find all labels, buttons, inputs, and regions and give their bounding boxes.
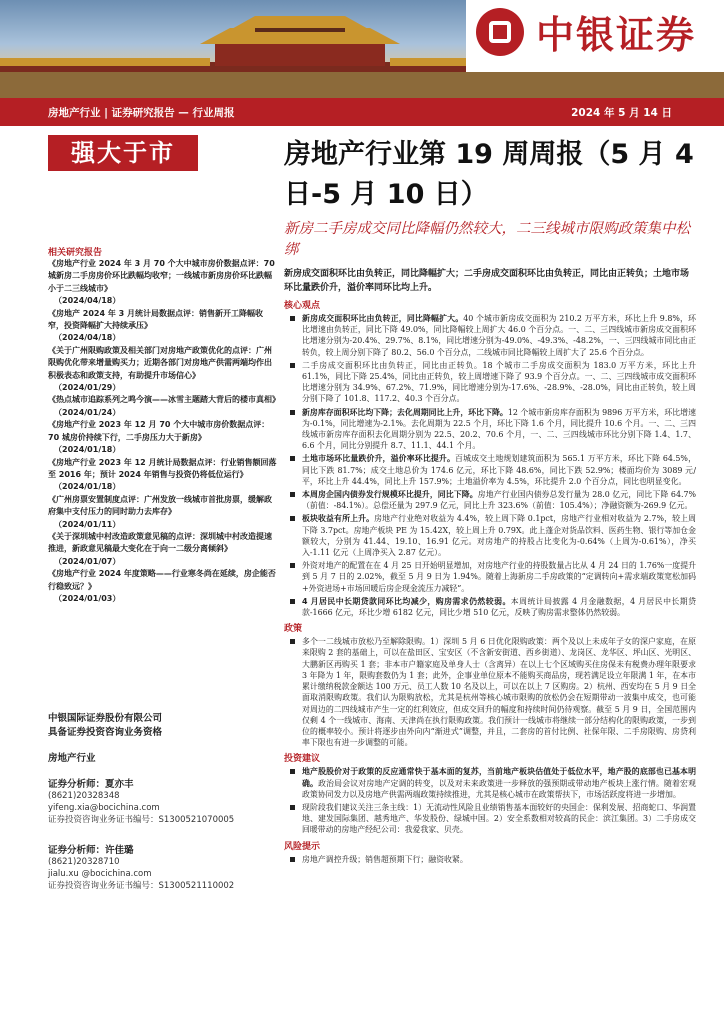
analyst-license: 证券投资咨询业务证书编号：S1300521070005: [48, 815, 235, 825]
list-item[interactable]: 《房地产 2024 年 3 月统计局数据点评：销售新开工降幅收窄，投资降幅扩大持续承压》 （2024/04/18）: [48, 308, 263, 343]
list-item[interactable]: 《房地产行业 2023 年 12 月统计局数据点评：行业销售额回落至 2016 年；预计 2024 年销售与投资仍将低位运行》 （2024/01/18）: [48, 457, 277, 492]
bullet-item: 本周房企国内债券发行规模环比提升，同比下降。房地产行业国内债券总发行量为 28.0 亿元，同比下降 64.7%（前值：-84.1%）。总偿还量为 297.9 亿元，同比上升 323.6%（前值：105.4%）；净融资额为-269.9 亿元。: [284, 489, 696, 511]
bullet-item: 4 月居民中长期贷款同环比均减少，购房需求仍然较弱。本周统计局披露 4 月金融数据，4 月居民中长期贷款-1666 亿元，环比少增 6182 亿元，同比少增 510 亿元，反映了购房需求整体仍然较弱。: [284, 596, 696, 618]
bullet-item: 多个一二线城市放松乃至解除限购。1）深圳 5 月 6 日优化限购政策：两个及以上未成年子女的深户家庭，在原来限购 2 套的基础上，可以在盐田区、宝安区（不含新安街道、西乡街道）、龙岗区、龙华区、坪山区、光明区、大鹏新区再购买 1 套；非本市户籍家庭及单身人士（含离异）在以上七个区域购买住房保未有税费办理年限要求 3 年降为 1 年，限购套数仍为 1 套；此外，企事业单位原本不能购买商品房，现若满足设立年限满 1 年，在本市累计缴纳税款金额达 100 万元、员工人数 10 名及以上，可以在以上 7 区购房。2）杭州、西安均在 5 月 9 日全面取消限购政策。我们认为限购放松，尤其是杭州等核心城市限购的放松仍会在短期带动一波集中成交，也可能对周边的二四线城市产生一定的红利效应，但成交回升的幅度和持续时间仍待观察。截至 5 月 9 日，全国范围内仅剩 4 个一线城市、海南、天津尚在执行限购政策。我们预计一线城市将继续一部分结构化的限购政策，一步到位的概率较小。预计将逐步由外向内“渐进式”调整，并且，二套房的首付比例、社保年限、二手房限购、房贷利率下限也有进一步调整的可能。: [284, 636, 696, 748]
rating-badge: 强大于市: [48, 135, 198, 171]
logo: [466, 0, 724, 72]
list-item[interactable]: 《房地产行业 2024 年度策略——行业寒冬尚在延续，房企能否行稳致远？》 （2024/01/03）: [48, 569, 276, 603]
firm-qualification: 具备证券投资咨询业务资格: [48, 727, 163, 738]
section-heading-core: 核心观点: [284, 301, 321, 311]
bullet-item: 现阶段我们建议关注三条主线：1）无流动性风险且业绩销售基本面较好的央国企：保利发展、招商蛇口、华润置地、建发国际集团、越秀地产、华发股份、绿城中国。2）安全系数相对较高的民企：滨江集团。3）二手房成交回暖带动的房地产经纪公司：我爱我家、贝壳。: [284, 802, 696, 836]
related-reports-list: [48, 258, 278, 605]
list-item[interactable]: 《房地产行业 2024 年 3 月 70 个大中城市房价数据点评：70 城新房二手房房价环比跌幅均收窄；一线城市新房房价环比跌幅小于二三线城市》 （2024/04/18）: [48, 259, 275, 306]
bullet-item: 新房成交面积环比由负转正，同比降幅扩大。40 个城市新房成交面积为 210.2 万平方米，环比上升 9.8%，环比增速由负转正，同比下降 49.0%，同比降幅较上周扩大 46.0 个百分点。一、二、三四线城市新房成交面积环比增速分别为-20.4%、29.7%、8.1%，同比增速分别为-49.0%、-49.3%、-48.2%，一、三四线城市同比由正转负，较上周分别下降了 80.2、56.0 个百分点，二线城市同比降幅较上周扩大了 25.6 个百分点。: [284, 313, 696, 358]
analyst-license: 证券投资咨询业务证书编号：S1300521110002: [48, 881, 235, 891]
firm-name: 中银国际证券股份有限公司: [48, 713, 163, 724]
list-item[interactable]: 《房地产行业 2023 年 12 月 70 个大中城市房价数据点评：70 城房价持续下行，二手房压力大于新房》 （2024/01/18）: [48, 420, 270, 455]
list-item[interactable]: 《热点城市追踪系列之鸣今演——冰雪主题踏大背后的楼市真相》 （2024/01/24）: [48, 395, 280, 417]
list-item[interactable]: 《广州房票安置制度点评：广州发放一线城市首批房票，缓解政府集中支付压力的同时助力去库存》 （2024/01/11）: [48, 494, 272, 529]
analyst-name: 证券分析师：许佳璐: [48, 845, 134, 856]
firm-info: [48, 712, 278, 892]
bullet-item: 外资对地产的配置在在 4 月 25 日开始明显增加，对房地产行业的持股数量占比从 4 月 24 日的 1.76%一度提升到 5 月 7 日的 2.02%，截至 5 月 9 日为 1.94%。随着上海新房二手房政策的“定调转向+需求端政策宽松加码+外资进场+市场回暖后房企现金流压力减轻”。: [284, 560, 696, 594]
analyst-phone: (8621)20328348: [48, 791, 120, 801]
bullet-item: 板块收益有所上升。房地产行业绝对收益为 4.4%，较上周下降 0.1pct，房地产行业相对收益为 2.7%，较上周下降 3.7pct。房地产板块 PE 为 15.42X，较上周上升 0.79X。此上蓬企对货品饮料、医药生物、银行等加仓金额较大，分别为 41.44、19.10、16.91 亿元。对房地产的持股占比变化为-0.64%（上周为-0.61%），净买入-1.11 亿元（上周净买入 2.87 亿元）。: [284, 513, 696, 558]
logo-text: 中银证券: [536, 13, 697, 57]
bullet-item: 土地市场环比量跌价升，溢价率环比提升。百城成交土地规划建筑面积为 565.1 万平方米，环比下降 64.5%，同比下跌 81.7%；成交土地总价为 174.6 亿元，环比下降 48.6%，同比下跌 52.9%；楼面均价为 3089 元/平，环比上升 44.4%，同比上升 157.9%；土地溢价率为 4.5%，环比提升 2.0 个百分点，同比也明显变化。: [284, 453, 696, 487]
report-category: 房地产行业 | 证券研究报告 — 行业周报: [48, 107, 235, 119]
analyst-email[interactable]: jialu.xu @bocichina.com: [48, 869, 152, 879]
page-subtitle: 新房二手房成交同比降幅仍然较大，二三线城市限购政策集中松绑: [284, 221, 690, 258]
analyst-phone: (8621)20328710: [48, 857, 120, 867]
analyst-email[interactable]: yifeng.xia@bocichina.com: [48, 803, 160, 813]
bullet-item: 地产股股价对于政策的反应通常快于基本面的复苏，当前地产板块估值处于低位水平，地产股的底部也已基本明确。政治局会议对房地产定调的转变，以及对未来政策进一步释放的强预期或带动地产板块上涨行情。随着宏观政策协同发力以及房地产供需两端政策持续推进，尤其是核心城市在政策帮扶下，市场活跃度将进一步增加。: [284, 766, 696, 800]
section-heading-invest: 投资建议: [284, 754, 321, 765]
sector-label: 房地产行业: [48, 753, 96, 764]
summary: 新房成交面积环比由负转正，同比降幅扩大；二手房成交面积环比由负转正，同比由正转负；土地市场环比量跌价升，溢价率同环比均上升。: [284, 269, 690, 293]
analyst-name: 证券分析师：夏亦丰: [48, 779, 134, 790]
related-reports-title: 相关研究报告: [48, 248, 103, 258]
report-header-bar: [0, 98, 724, 126]
boc-logo-icon: [476, 8, 524, 56]
report-date: 2024 年 5 月 14 日: [571, 107, 672, 119]
section-heading-policy: 政策: [284, 624, 303, 635]
sidebar: [48, 135, 278, 605]
main-content: [284, 135, 696, 865]
section-heading-risk: 风险提示: [284, 841, 321, 852]
bullet-item: 二手房成交面积环比由负转正，同比由正转负。18 个城市二手房成交面积为 183.0 万平方米，环比上升 61.1%，同比下降 25.4%，同比由正转负，较上周增速下降了 93.9 个百分点。一、二、三四线城市成交面积环比增速分别为 34.9%、67.2%、71.9%，同比增速分别为-17.6%、-28.9%、-28.0%，同比由正转负，较上周分别下降了 101.8、117.2、40.3 个百分点。: [284, 360, 696, 405]
page-title: 房地产行业第 19 周周报（5 月 4 日-5 月 10 日）: [284, 139, 694, 210]
bullet-item: 房地产调控升级；销售超预期下行；融资收紧。: [284, 854, 696, 865]
bullet-item: 新房库存面积环比均下降；去化周期同比上升，环比下降。12 个城市新房库存面积为 9896 万平方米，环比增速为-0.1%，同比增速为-2.1%。去化周期为 22.5 个月，环比下降 1.6 个月，同比提升 10.6 个月。一、二、三四线城市新房库存面积去化周期分别为 22.5、20.2、70.6 个月，一、二、三四线城市环比分别下降 1.4、1.7、6.6 个月，同比分别提升 8.7、11.1、44.1 个月。: [284, 407, 696, 452]
list-item[interactable]: 《关于广州限购政策及相关部门对房地产政策优化的点评：广州限购优化带来增量购买力；近期各部门对房地产供需两端均作出积极表态和政策支持，有助提升市场信心》 （2024/01/29）: [48, 345, 272, 393]
header-banner-image: [0, 0, 724, 98]
list-item[interactable]: 《关于深圳城中村改造政策意见稿的点评：深圳城中村改造提速推进，新政意见稿最大变化在于向一二级分离倾斜》 （2024/01/07）: [48, 531, 272, 566]
